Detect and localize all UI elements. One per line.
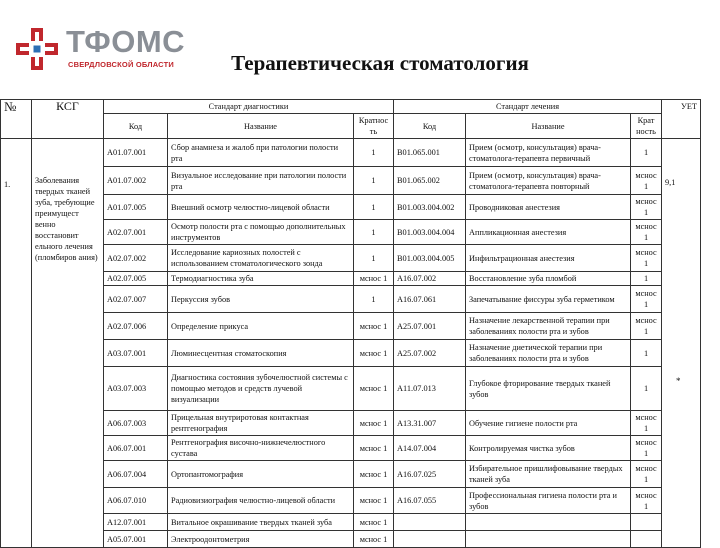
table-row — [1, 220, 701, 245]
diag-name: Ортопантомография — [168, 461, 354, 488]
treat-frequency: мснос 1 — [631, 195, 662, 220]
treat-code: В01.003.004.002 — [394, 195, 466, 220]
treat-name: Обучение гигиене полости рта — [466, 411, 631, 436]
diag-code: А03.07.003 — [104, 367, 168, 411]
treat-name: Избирательное пришлифовывание твердых тканей зуба — [466, 461, 631, 488]
treat-name — [466, 531, 631, 548]
treat-code: В01.003.004.004 — [394, 220, 466, 245]
diag-name: Сбор анамнеза и жалоб при патологии полости рта — [168, 139, 354, 167]
diag-code: А06.07.001 — [104, 436, 168, 461]
treat-name: Профессиональная гигиена полости рта и зубов — [466, 488, 631, 514]
table-row — [1, 436, 701, 461]
diag-frequency: мснос 1 — [354, 272, 394, 286]
table-row — [1, 367, 701, 411]
diag-code: А06.07.003 — [104, 411, 168, 436]
diag-code: А03.07.001 — [104, 340, 168, 367]
diag-code: А02.07.005 — [104, 272, 168, 286]
diag-frequency: мснос 1 — [354, 436, 394, 461]
treat-name: Аппликационная анестезия — [466, 220, 631, 245]
diag-name: Электроодонтометрия — [168, 531, 354, 548]
treat-frequency: мснос 1 — [631, 488, 662, 514]
header-treatment-standard: Стандарт лечения — [394, 100, 662, 114]
treat-name: Проводниковая анестезия — [466, 195, 631, 220]
treat-code: А16.07.025 — [394, 461, 466, 488]
diag-code: А05.07.001 — [104, 531, 168, 548]
treat-name: Инфильтрационная анестезия — [466, 245, 631, 272]
diag-frequency: 1 — [354, 220, 394, 245]
treat-frequency: мснос 1 — [631, 245, 662, 272]
treat-name: Восстановление зуба пломбой — [466, 272, 631, 286]
diag-name: Люминесцентная стоматоскопия — [168, 340, 354, 367]
diag-frequency: мснос 1 — [354, 514, 394, 531]
diag-frequency: 1 — [354, 139, 394, 167]
logo-name: ТФОМС — [66, 24, 186, 59]
diag-frequency: мснос 1 — [354, 313, 394, 340]
table-row — [1, 195, 701, 220]
treat-code: А14.07.004 — [394, 436, 466, 461]
diag-frequency: мснос 1 — [354, 367, 394, 411]
diag-frequency: 1 — [354, 167, 394, 195]
diag-name: Осмотр полости рта с помощью дополнительных инструментов — [168, 220, 354, 245]
table-row — [1, 139, 701, 167]
diag-name: Исследование кариозных полостей с использованием стоматологического зонда — [168, 245, 354, 272]
diag-code: А06.07.004 — [104, 461, 168, 488]
header-code-2: Код — [394, 114, 466, 139]
treat-code: А16.07.055 — [394, 488, 466, 514]
diag-name: Витальное окрашивание твердых тканей зуба — [168, 514, 354, 531]
header-code: Код — [104, 114, 168, 139]
diag-frequency: мснос 1 — [354, 461, 394, 488]
diag-code: А02.07.007 — [104, 286, 168, 313]
table-row — [1, 272, 701, 286]
diag-frequency: мснос 1 — [354, 411, 394, 436]
table-row — [1, 461, 701, 488]
treat-frequency: 1 — [631, 272, 662, 286]
treat-frequency: мснос 1 — [631, 220, 662, 245]
treat-code: А16.07.061 — [394, 286, 466, 313]
diag-frequency: мснос 1 — [354, 531, 394, 548]
diag-code: А12.07.001 — [104, 514, 168, 531]
treat-code: В01.065.001 — [394, 139, 466, 167]
footnote-star: * — [676, 376, 681, 386]
treat-name: Прием (осмотр, консультация) врача-стоматолога-терапевта повторный — [466, 167, 631, 195]
diag-name: Внешний осмотр челюстно-лицевой области — [168, 195, 354, 220]
treat-frequency: мснос 1 — [631, 436, 662, 461]
table-row — [1, 531, 701, 548]
header-diagnostics-standard: Стандарт диагностики — [104, 100, 394, 114]
treat-frequency: мснос 1 — [631, 313, 662, 340]
treat-frequency: 1 — [631, 139, 662, 167]
header-name: Название — [168, 114, 354, 139]
row-number: 1. — [1, 139, 32, 548]
diag-frequency: 1 — [354, 286, 394, 313]
header-name-2: Название — [466, 114, 631, 139]
treat-frequency: мснос 1 — [631, 167, 662, 195]
header-ksg: КСГ — [32, 100, 104, 139]
diag-frequency: 1 — [354, 245, 394, 272]
treat-code: А25.07.002 — [394, 340, 466, 367]
treat-code: А25.07.001 — [394, 313, 466, 340]
diag-name: Термодиагностика зуба — [168, 272, 354, 286]
table-row — [1, 488, 701, 514]
header-frequency-2: Крат ность — [631, 114, 662, 139]
treat-frequency — [631, 514, 662, 531]
treat-name: Запечатывание фиссуры зуба герметиком — [466, 286, 631, 313]
diag-code: А02.07.006 — [104, 313, 168, 340]
table-row — [1, 514, 701, 531]
diag-name: Визуальное исследование при патологии полости рта — [168, 167, 354, 195]
diag-code: А01.07.005 — [104, 195, 168, 220]
treat-name: Назначение лекарственной терапии при заболеваниях полости рта и зубов — [466, 313, 631, 340]
diag-name: Диагностика состояния зубочелюстной системы с помощью методов и средств лучевой визуализации — [168, 367, 354, 411]
table-row — [1, 245, 701, 272]
medical-cross-icon — [14, 26, 60, 72]
uet-value: 9,1 — [662, 139, 701, 548]
treat-name: Прием (осмотр, консультация) врача-стоматолога-терапевта первичный — [466, 139, 631, 167]
treat-name — [466, 514, 631, 531]
diag-frequency: мснос 1 — [354, 340, 394, 367]
treat-frequency: мснос 1 — [631, 411, 662, 436]
diag-name: Определение прикуса — [168, 313, 354, 340]
diag-name: Перкуссия зубов — [168, 286, 354, 313]
treat-frequency — [631, 531, 662, 548]
table-row — [1, 313, 701, 340]
table-row — [1, 411, 701, 436]
diag-name: Прицельная внутриротовая контактная рентгенография — [168, 411, 354, 436]
diag-frequency: 1 — [354, 195, 394, 220]
table-row — [1, 167, 701, 195]
treat-code — [394, 531, 466, 548]
treat-name: Назначение диетической терапии при заболеваниях полости рта и зубов — [466, 340, 631, 367]
treat-frequency: мснос 1 — [631, 461, 662, 488]
treat-code: В01.065.002 — [394, 167, 466, 195]
treat-name: Контролируемая чистка зубов — [466, 436, 631, 461]
diag-name: Радиовизиография челюстно-лицевой области — [168, 488, 354, 514]
table-row — [1, 340, 701, 367]
diag-code: А01.07.002 — [104, 167, 168, 195]
header-uet: УЕТ — [662, 100, 701, 139]
diag-name: Рентгенография височно-нижнечелюстного сустава — [168, 436, 354, 461]
diag-frequency: мснос 1 — [354, 488, 394, 514]
treat-code — [394, 514, 466, 531]
treat-code: В01.003.004.005 — [394, 245, 466, 272]
header-num: № — [1, 100, 32, 139]
treat-code: А16.07.002 — [394, 272, 466, 286]
treat-frequency: мснос 1 — [631, 286, 662, 313]
treat-code: А11.07.013 — [394, 367, 466, 411]
treat-frequency: 1 — [631, 367, 662, 411]
treat-code: А13.31.007 — [394, 411, 466, 436]
standards-table — [0, 99, 701, 548]
diag-code: А01.07.001 — [104, 139, 168, 167]
header-frequency: Кратнос ть — [354, 114, 394, 139]
ksg-description: Заболевания твердых тканей зуба, требующие преимущест венно восстановит ельного лечения (пломбиров ания) — [32, 139, 104, 548]
diag-code: А06.07.010 — [104, 488, 168, 514]
table-row — [1, 286, 701, 313]
page-title: Терапевтическая стоматология — [231, 51, 529, 75]
treat-name: Глубокое фторирование твердых тканей зубов — [466, 367, 631, 411]
logo-subtitle: СВЕРДЛОВСКОЙ ОБЛАСТИ — [68, 60, 174, 69]
diag-code: А02.07.002 — [104, 245, 168, 272]
diag-code: А02.07.001 — [104, 220, 168, 245]
treat-frequency: 1 — [631, 340, 662, 367]
